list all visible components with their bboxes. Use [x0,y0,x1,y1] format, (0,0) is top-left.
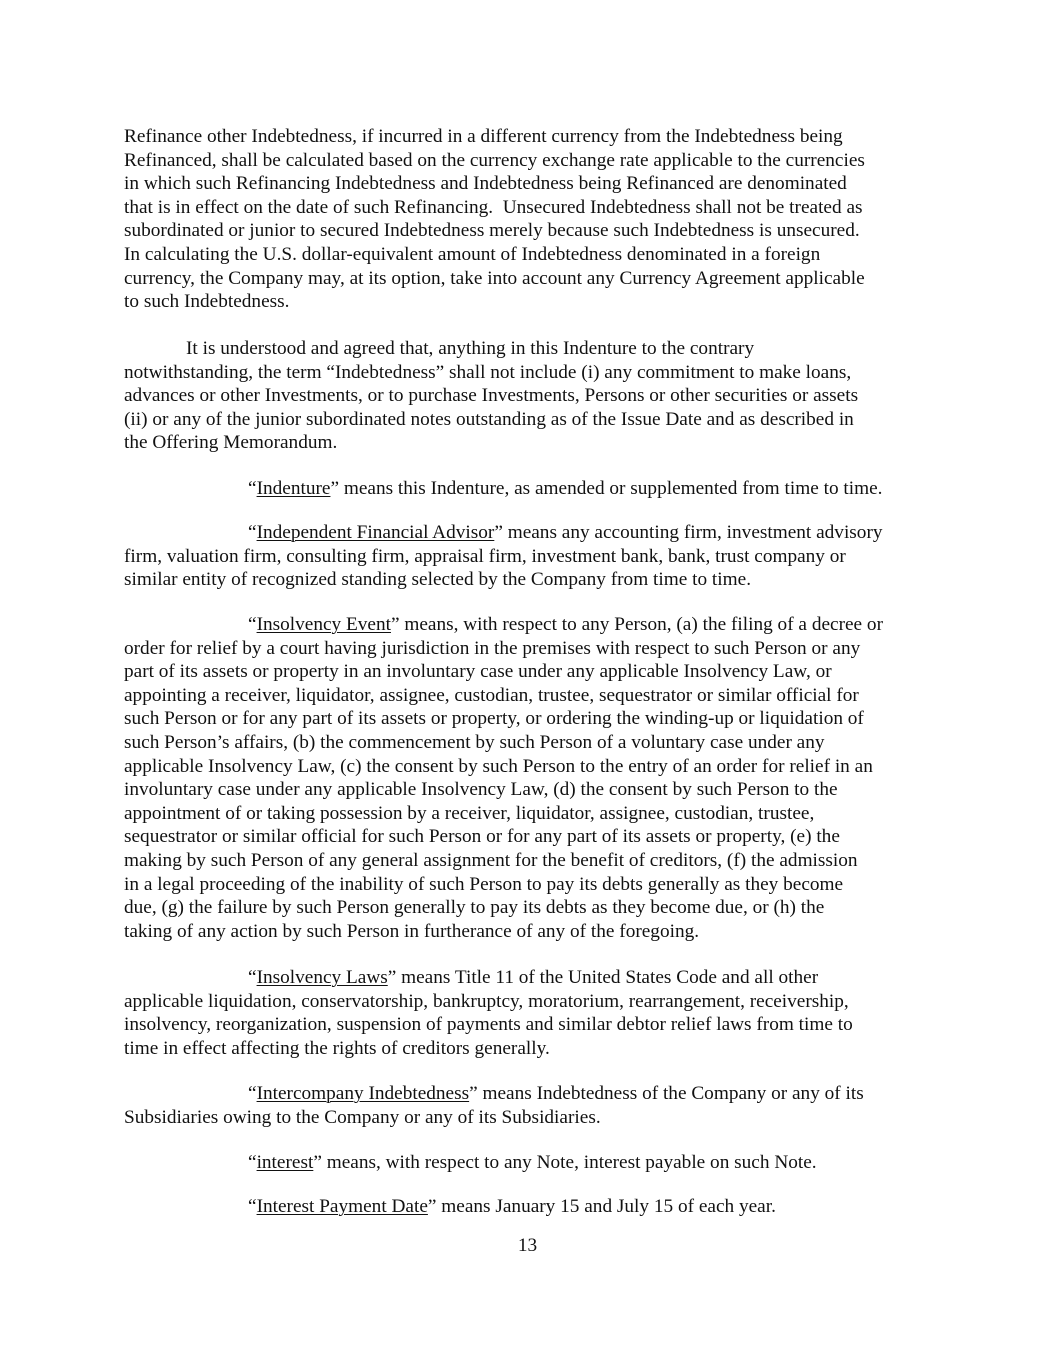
text-line: in a legal proceeding of the inability of such Person to pay its debts generally as they become [124,873,844,895]
defined-term: Insolvency Laws [256,967,388,988]
definition-text: ” means this Indenture, as amended or supplemented from time to time. [330,478,883,499]
paragraph-refinancing-currency [124,125,944,314]
text-line: It is understood and agreed that, anything in this Indenture to the contrary [186,338,755,359]
definition-indenture [124,477,944,501]
definition-first-line [124,521,944,545]
text-line: firm, valuation firm, consulting firm, appraisal firm, investment bank, bank, trust company or [124,545,846,567]
definition-text: ” means Indebtedness of the Company or any of its [469,1083,864,1104]
text-line: notwithstanding, the term “Indebtedness” shall not include (i) any commitment to make loans, [124,361,852,383]
text-line: sequestrator or similar official for such Person or for any part of its assets or property, (e) the [124,826,840,848]
definition-interest-payment-date [124,1195,944,1219]
text-line: currency, the Company may, at its option, take into account any Currency Agreement applicable [124,267,865,289]
defined-term: Indenture [256,478,331,499]
open-quote: “ [248,967,257,988]
text-line: that is in effect on the date of such Refinancing. Unsecured Indebtedness shall not be treated as [124,196,863,218]
definition-text: ” means Title 11 of the United States Code and all other [387,967,819,988]
text-line: making by such Person of any general assignment for the benefit of creditors, (f) the admission [124,849,858,871]
defined-term: Intercompany Indebtedness [256,1083,470,1104]
definition-insolvency-event [124,613,944,943]
text-line: in which such Refinancing Indebtedness and Indebtedness being Refinanced are denominated [124,173,847,195]
definition-first-line [124,1151,944,1175]
definition-text: ” means January 15 and July 15 of each year. [427,1196,776,1217]
definition-interest [124,1151,944,1175]
definition-first-line [124,1082,944,1106]
text-line: to such Indebtedness. [124,291,290,313]
definition-first-line [124,1195,944,1219]
open-quote: “ [248,614,257,635]
page-number: 13 [517,1235,538,1256]
definition-first-line [124,613,944,637]
text-line: applicable Insolvency Law, (c) the consent by such Person to the entry of an order for relief in an [124,755,873,777]
text-line: similar entity of recognized standing selected by the Company from time to time. [124,569,752,591]
definition-text: ” means, with respect to any Person, (a) the filing of a decree or [390,614,883,635]
definition-text: ” means, with respect to any Note, interest payable on such Note. [313,1152,817,1173]
definition-insolvency-laws [124,966,944,1060]
text-line: taking of any action by such Person in furtherance of any of the foregoing. [124,920,700,942]
text-line: In calculating the U.S. dollar-equivalent amount of Indebtedness denominated in a foreign [124,243,821,265]
text-line: advances or other Investments, or to purchase Investments, Persons or other securities or assets [124,385,859,407]
text-line: such Person’s affairs, (b) the commencement by such Person of a voluntary case under any [124,731,825,753]
text-line: due, (g) the failure by such Person generally to pay its debts as they become due, or (h) the [124,897,825,919]
text-line: involuntary case under any applicable Insolvency Law, (d) the consent by such Person to the [124,779,838,801]
defined-term: Insolvency Event [256,614,391,635]
text-line: Refinance other Indebtedness, if incurred in a different currency from the Indebtedness being [124,126,843,147]
open-quote: “ [248,478,257,499]
text-line: appointment of or taking possession by a receiver, liquidator, assignee, custodian, trustee, [124,802,815,824]
text-line: subordinated or junior to secured Indebtedness merely because such Indebtedness is unsecured. [124,220,860,242]
text-line: such Person or for any part of its assets or property, or ordering the winding-up or liquidation of [124,708,864,730]
paragraph-indebtedness-exclusions [124,337,944,455]
defined-term: Independent Financial Advisor [256,522,495,543]
text-line: Refinanced, shall be calculated based on the currency exchange rate applicable to the currencies [124,149,865,171]
open-quote: “ [248,1152,257,1173]
defined-term: interest [256,1152,314,1173]
text-line: Subsidiaries owing to the Company or any of its Subsidiaries. [124,1106,601,1128]
definition-intercompany-indebtedness [124,1082,944,1129]
open-quote: “ [248,1196,257,1217]
text-line: order for relief by a court having jurisdiction in the premises with respect to such Person or any [124,637,861,659]
text-line: the Offering Memorandum. [124,432,338,454]
text-line: appointing a receiver, liquidator, assignee, custodian, trustee, sequestrator or similar official for [124,684,859,706]
text-line: time in effect affecting the rights of creditors generally. [124,1037,550,1059]
definition-first-line [124,477,944,501]
definition-text: ” means any accounting firm, investment advisory [494,522,883,543]
text-line: part of its assets or property in an involuntary case under any applicable Insolvency Law, or [124,661,832,683]
open-quote: “ [248,1083,257,1104]
definition-independent-financial-advisor [124,521,944,592]
text-line: applicable liquidation, conservatorship, bankruptcy, moratorium, rearrangement, receivership, [124,990,849,1012]
definition-first-line [124,966,944,990]
defined-term: Interest Payment Date [256,1196,428,1217]
text-line: insolvency, reorganization, suspension of payments and similar debtor relief laws from time to [124,1014,853,1036]
text-line: (ii) or any of the junior subordinated notes outstanding as of the Issue Date and as described in [124,408,854,430]
open-quote: “ [248,522,257,543]
